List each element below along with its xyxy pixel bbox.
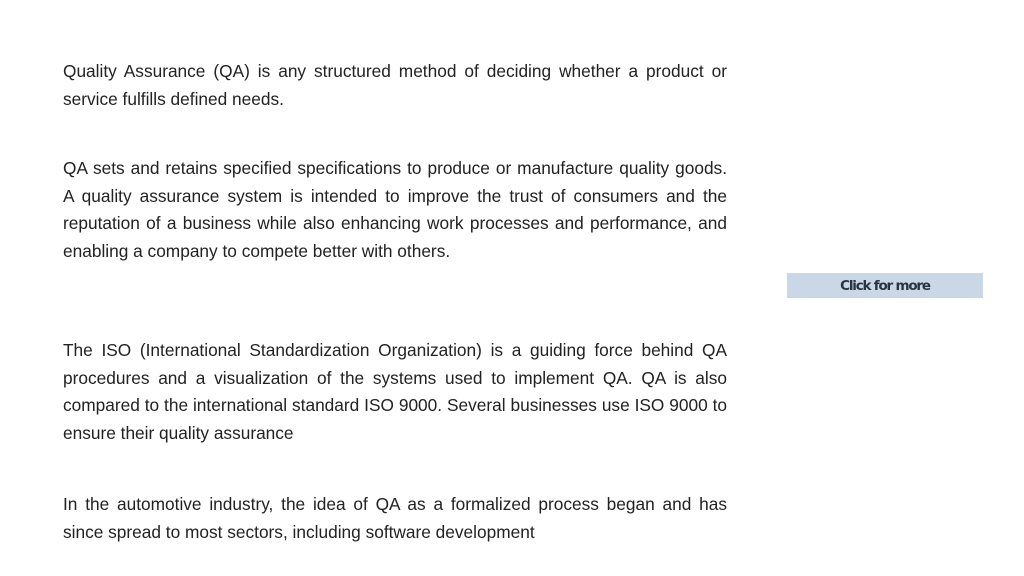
paragraph-iso: The ISO (International Standardization Organization) is a guiding force behind QA procedures and a visualization of the systems used to implement QA. QA is also compared to the international standard ISO 9000. Several businesses use ISO 9000 to ensure their quality assurance xyxy=(63,340,727,443)
paragraph-automotive: In the automotive industry, the idea of QA as a formalized process began and has since spread to most sectors, including software development xyxy=(63,494,727,542)
paragraph-qa-definition: Quality Assurance (QA) is any structured method of deciding whether a product or service fulfills defined needs. xyxy=(63,61,727,109)
paragraph-qa-purpose: QA sets and retains specified specifications to produce or manufacture quality goods. A quality assurance system is intended to improve the trust of consumers and the reputation of a business while also enhancing work processes and performance, and enabling a company to compete better with others. xyxy=(63,158,727,261)
click-for-more-button[interactable] xyxy=(787,273,983,298)
click-for-more-label: Click for more xyxy=(840,277,930,294)
